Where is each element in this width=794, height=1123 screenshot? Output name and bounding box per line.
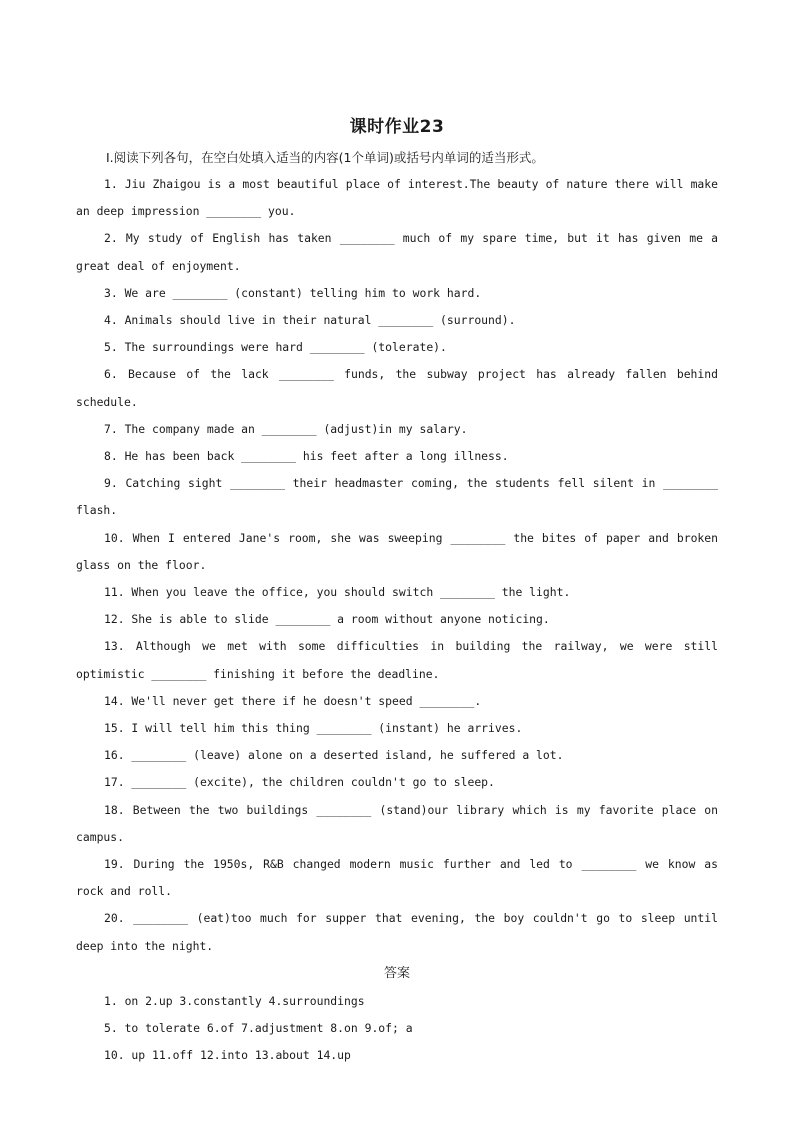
- answer-list: [76, 988, 718, 1070]
- question-item: 15. I will tell him this thing ________ (instant) he arrives.: [104, 721, 523, 736]
- question-item: 11. When you leave the office, you should switch ________ the light.: [104, 585, 571, 600]
- question-item: 6. Because of the lack ________ funds, the subway project has already fallen behind schedule.: [76, 367, 718, 409]
- page-title: 课时作业23: [349, 117, 445, 137]
- question-item: 17. ________ (excite), the children couldn't go to sleep.: [104, 775, 495, 790]
- question-item: 19. During the 1950s, R&B changed modern music further and led to ________ we know as rock and roll.: [76, 857, 718, 899]
- question-item: 8. He has been back ________ his feet after a long illness.: [104, 449, 509, 464]
- question-item: 14. We'll never get there if he doesn't speed ________.: [104, 693, 482, 708]
- question-item: 4. Animals should live in their natural ________ (surround).: [104, 313, 516, 328]
- answer-line: 5. to tolerate 6.of 7.adjustment 8.on 9.of; a: [104, 1021, 413, 1036]
- question-item: 7. The company made an ________ (adjust)in my salary.: [104, 421, 468, 436]
- question-list: [76, 171, 718, 960]
- question-item: 1. Jiu Zhaigou is a most beautiful place of interest.The beauty of nature there will make an deep impression ________ you.: [76, 177, 718, 219]
- question-item: 3. We are ________ (constant) telling him to work hard.: [104, 285, 482, 300]
- question-item: 16. ________ (leave) alone on a deserted island, he suffered a lot.: [104, 748, 564, 763]
- answer-line: 1. on 2.up 3.constantly 4.surroundings: [104, 993, 365, 1008]
- answer-heading: 答案: [383, 965, 410, 981]
- question-item: 10. When I entered Jane's room, she was sweeping ________ the bites of paper and broken glass on the floor.: [76, 530, 718, 572]
- question-item: 20. ________ (eat)too much for supper that evening, the boy couldn't go to sleep until deep into the night.: [76, 911, 718, 953]
- answer-line: 10. up 11.off 12.into 13.about 14.up: [104, 1048, 351, 1063]
- question-item: 2. My study of English has taken ________ much of my spare time, but it has given me a great deal of enjoyment.: [76, 231, 718, 273]
- question-item: 13. Although we met with some difficulties in building the railway, we were still optimistic ________ finishing it before the deadline.: [76, 639, 718, 681]
- question-item: 5. The surroundings were hard ________ (tolerate).: [104, 340, 447, 355]
- question-item: 18. Between the two buildings ________ (stand)our library which is my favorite place on campus.: [76, 802, 718, 844]
- section-instruction: Ⅰ.阅读下列各句，在空白处填入适当的内容(1个单词)或括号内单词的适当形式。: [106, 150, 544, 165]
- worksheet: [76, 112, 718, 1070]
- question-item: 12. She is able to slide ________ a room without anyone noticing.: [104, 612, 550, 627]
- question-item: 9. Catching sight ________ their headmaster coming, the students fell silent in ________ flash.: [76, 476, 718, 518]
